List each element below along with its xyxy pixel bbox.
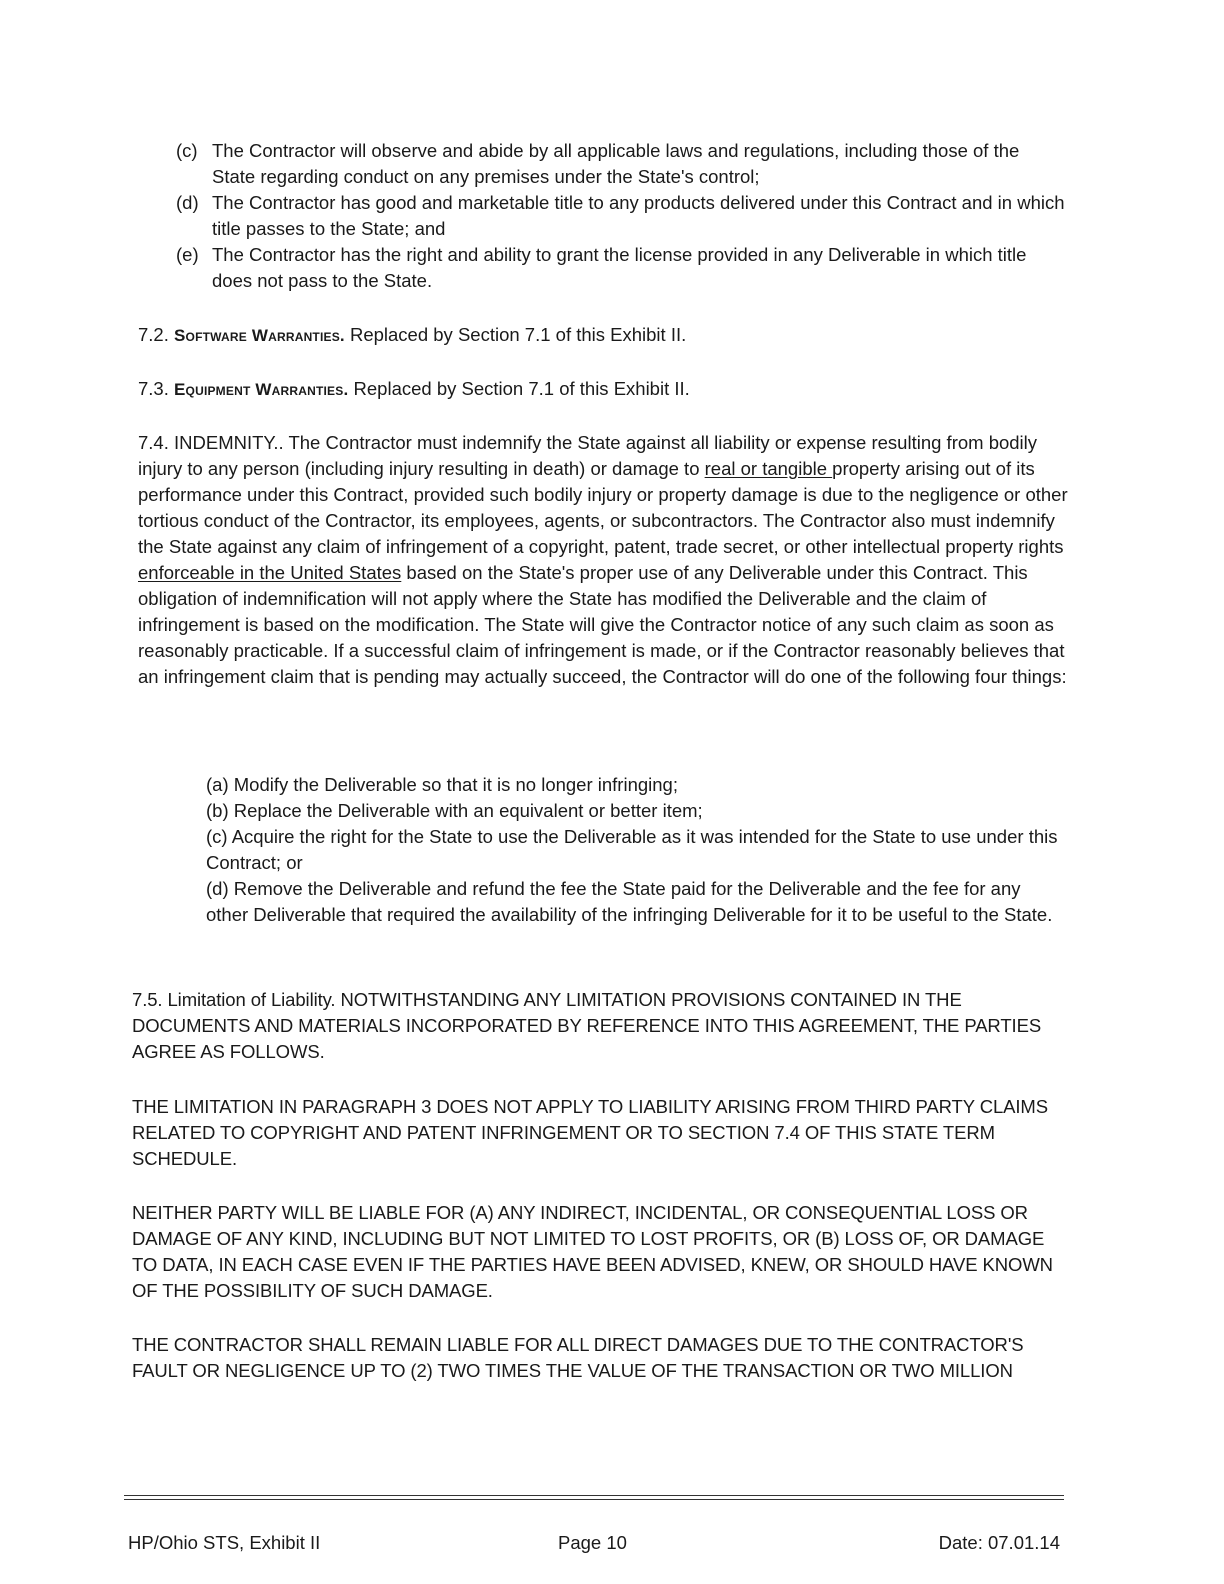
indemnity-text-2: property arising out of its performance under this Contract, provided such bodily injury or property damage is due to the negligence or other tortious conduct of the Contractor, its employees, agents, or subcontractors. The Contractor also must indemnify the State against any claim of infringement of a copyright, patent, trade secret, or other intellectual property rights [138,458,1068,557]
remedy-item: (a) Modify the Deliverable so that it is no longer infringing; [206,774,678,795]
list-item [176,138,1066,190]
list-item-label: (c) [176,140,198,161]
remedy-item: (d) Remove the Deliverable and refund the fee the State paid for the Deliverable and the fee for any other Deliverable that required the availability of the infringing Deliverable for it to be useful to the State. [206,878,1053,925]
section-7-5-para-1: 7.5. Limitation of Liability. NOTWITHSTANDING ANY LIMITATION PROVISIONS CONTAINED IN THE DOCUMENTS AND MATERIALS INCORPORATED BY REFERENCE INTO THIS AGREEMENT, THE PARTIES AGREE AS FOLLOWS. [132,989,1042,1062]
section-title: Equipment Warranties. [174,380,349,399]
list-item-text: The Contractor has good and marketable title to any products delivered under this Contract and in which title passes to the State; and [212,192,1065,239]
section-number: 7.2. [138,324,169,345]
list-item-text: The Contractor has the right and ability to grant the license provided in any Deliverable in which title does not pass to the State. [212,244,1027,291]
footer-date: Date: 07.01.14 [938,1532,1060,1553]
footer-divider [124,1499,1064,1500]
remedy-item: (c) Acquire the right for the State to use the Deliverable as it was intended for the State to use under this Contract; or [206,826,1058,873]
remedy-list [206,772,1066,928]
section-text: Replaced by Section 7.1 of this Exhibit II. [353,378,690,399]
section-number: 7.3. [138,378,169,399]
list-item [176,242,1066,294]
remedy-item: (b) Replace the Deliverable with an equivalent or better item; [206,800,703,821]
section-7-5-para-4: THE CONTRACTOR SHALL REMAIN LIABLE FOR ALL DIRECT DAMAGES DUE TO THE CONTRACTOR'S FAULT OR NEGLIGENCE UP TO (2) TWO TIMES THE VALUE OF THE TRANSACTION OR TWO MILLION [132,1334,1024,1381]
indemnity-underline-2: enforceable in the United States [138,562,402,583]
list-item-text: The Contractor will observe and abide by all applicable laws and regulations, including those of the State regarding conduct on any premises under the State's control; [212,140,1020,187]
section-7-2 [138,322,1068,349]
footer-page-number: Page 10 [558,1532,627,1553]
footer-left: HP/Ohio STS, Exhibit II [128,1532,321,1553]
section-7-3 [138,376,1068,403]
warranty-list [176,138,1066,294]
section-7-4 [138,430,1070,690]
list-item [176,190,1066,242]
indemnity-underline-1: real or tangible [704,458,833,479]
section-7-5-para-3: NEITHER PARTY WILL BE LIABLE FOR (A) ANY INDIRECT, INCIDENTAL, OR CONSEQUENTIAL LOSS OR DAMAGE OF ANY KIND, INCLUDING BUT NOT LIMITED TO LOST PROFITS, OR (B) LOSS OF, OR DAMAGE TO DATA, IN EACH CASE EVEN IF THE PARTIES HAVE BEEN ADVISED, KNEW, OR SHOULD HAVE KNOWN OF THE POSSIBILITY OF SUCH DAMAGE. [132,1202,1053,1301]
footer-divider [124,1495,1064,1496]
section-7-5-para-2: THE LIMITATION IN PARAGRAPH 3 DOES NOT APPLY TO LIABILITY ARISING FROM THIRD PARTY CLAIMS RELATED TO COPYRIGHT AND PATENT INFRINGEMENT OR TO SECTION 7.4 OF THIS STATE TERM SCHEDULE. [132,1096,1048,1169]
section-title: Software Warranties. [174,326,345,345]
indemnity-text-1: 7.4. INDEMNITY.. The Contractor must indemnify the State against all liability or expense resulting from bodily injury to any person (including injury resulting in death) or damage to [138,432,1038,479]
list-item-label: (e) [176,244,199,265]
indemnity-text-3: based on the State's proper use of any Deliverable under this Contract. This obligation of indemnification will not apply where the State has modified the Deliverable and the claim of infringement is based on the modification. The State will give the Contractor notice of any such claim as soon as reasonably practicable. If a successful claim of infringement is made, or if the Contractor reasonably believes that an infringement claim that is pending may actually succeed, the Contractor will do one of the following four things: [138,562,1067,687]
list-item-label: (d) [176,192,199,213]
section-text: Replaced by Section 7.1 of this Exhibit II. [349,324,687,345]
